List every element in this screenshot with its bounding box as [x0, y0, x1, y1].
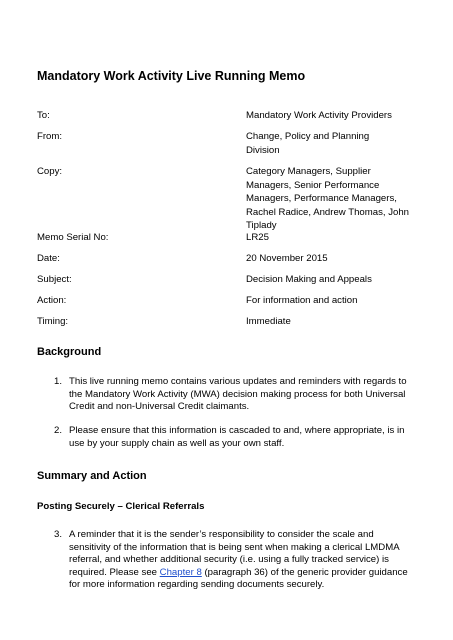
- paragraph-number: 2.: [54, 425, 63, 436]
- paragraph-text: Please ensure that this information is cascaded to and, where appropriate, is in use by your supply chain as well as your own staff.: [69, 425, 405, 449]
- field-value: LR25: [246, 232, 269, 243]
- chapter-8-link[interactable]: Chapter 8: [159, 566, 202, 578]
- paragraph-text: [69, 529, 414, 592]
- field-label: Memo Serial No:: [37, 232, 109, 243]
- field-value: Change, Policy and Planning Division: [246, 131, 370, 156]
- subheading-posting-securely: Posting Securely – Clerical Referrals: [37, 501, 205, 512]
- paragraph-text-before: A reminder that it is the sender’s responsibility to consider the scale and sensitivity of the information that is being sent when making a clerical LMDMA referral, and whether additional security (i.e. using a fully tracked service) is required. Please see: [69, 529, 400, 578]
- field-label: From:: [37, 131, 63, 142]
- field-value: Immediate: [246, 316, 291, 327]
- section-heading-background: Background: [37, 346, 102, 358]
- field-value: Decision Making and Appeals: [246, 274, 372, 285]
- field-value: Category Managers, Supplier Managers, Senior Performance Managers, Performance Managers, Rachel Radice, Andrew Thomas, John Tiplady: [246, 166, 410, 232]
- field-label: Date:: [37, 253, 60, 264]
- paragraph-text: This live running memo contains various updates and reminders with regards to the Mandatory Work Activity (MWA) decision making process for both Universal Credit and non-Universal Credit claimants.: [69, 376, 407, 413]
- field-label: Copy:: [37, 166, 63, 177]
- field-value: 20 November 2015: [246, 253, 328, 264]
- paragraph-number: 3.: [54, 529, 63, 540]
- section-heading-summary: Summary and Action: [37, 470, 147, 482]
- paragraph-3: [54, 529, 414, 592]
- memo-title: Mandatory Work Activity Live Running Memo: [37, 69, 306, 83]
- field-label: Action:: [37, 295, 67, 306]
- paragraph-number: 1.: [54, 376, 63, 387]
- field-value: For information and action: [246, 295, 358, 306]
- field-value: Mandatory Work Activity Providers: [246, 110, 392, 121]
- field-label: Timing:: [37, 316, 69, 327]
- paragraph-1: [54, 376, 414, 414]
- paragraph-text-after: (paragraph 36) of the generic provider guidance for more information regarding sending documents securely.: [69, 566, 408, 591]
- paragraph-2: [54, 425, 414, 450]
- field-label: Subject:: [37, 274, 72, 285]
- field-label: To:: [37, 110, 50, 121]
